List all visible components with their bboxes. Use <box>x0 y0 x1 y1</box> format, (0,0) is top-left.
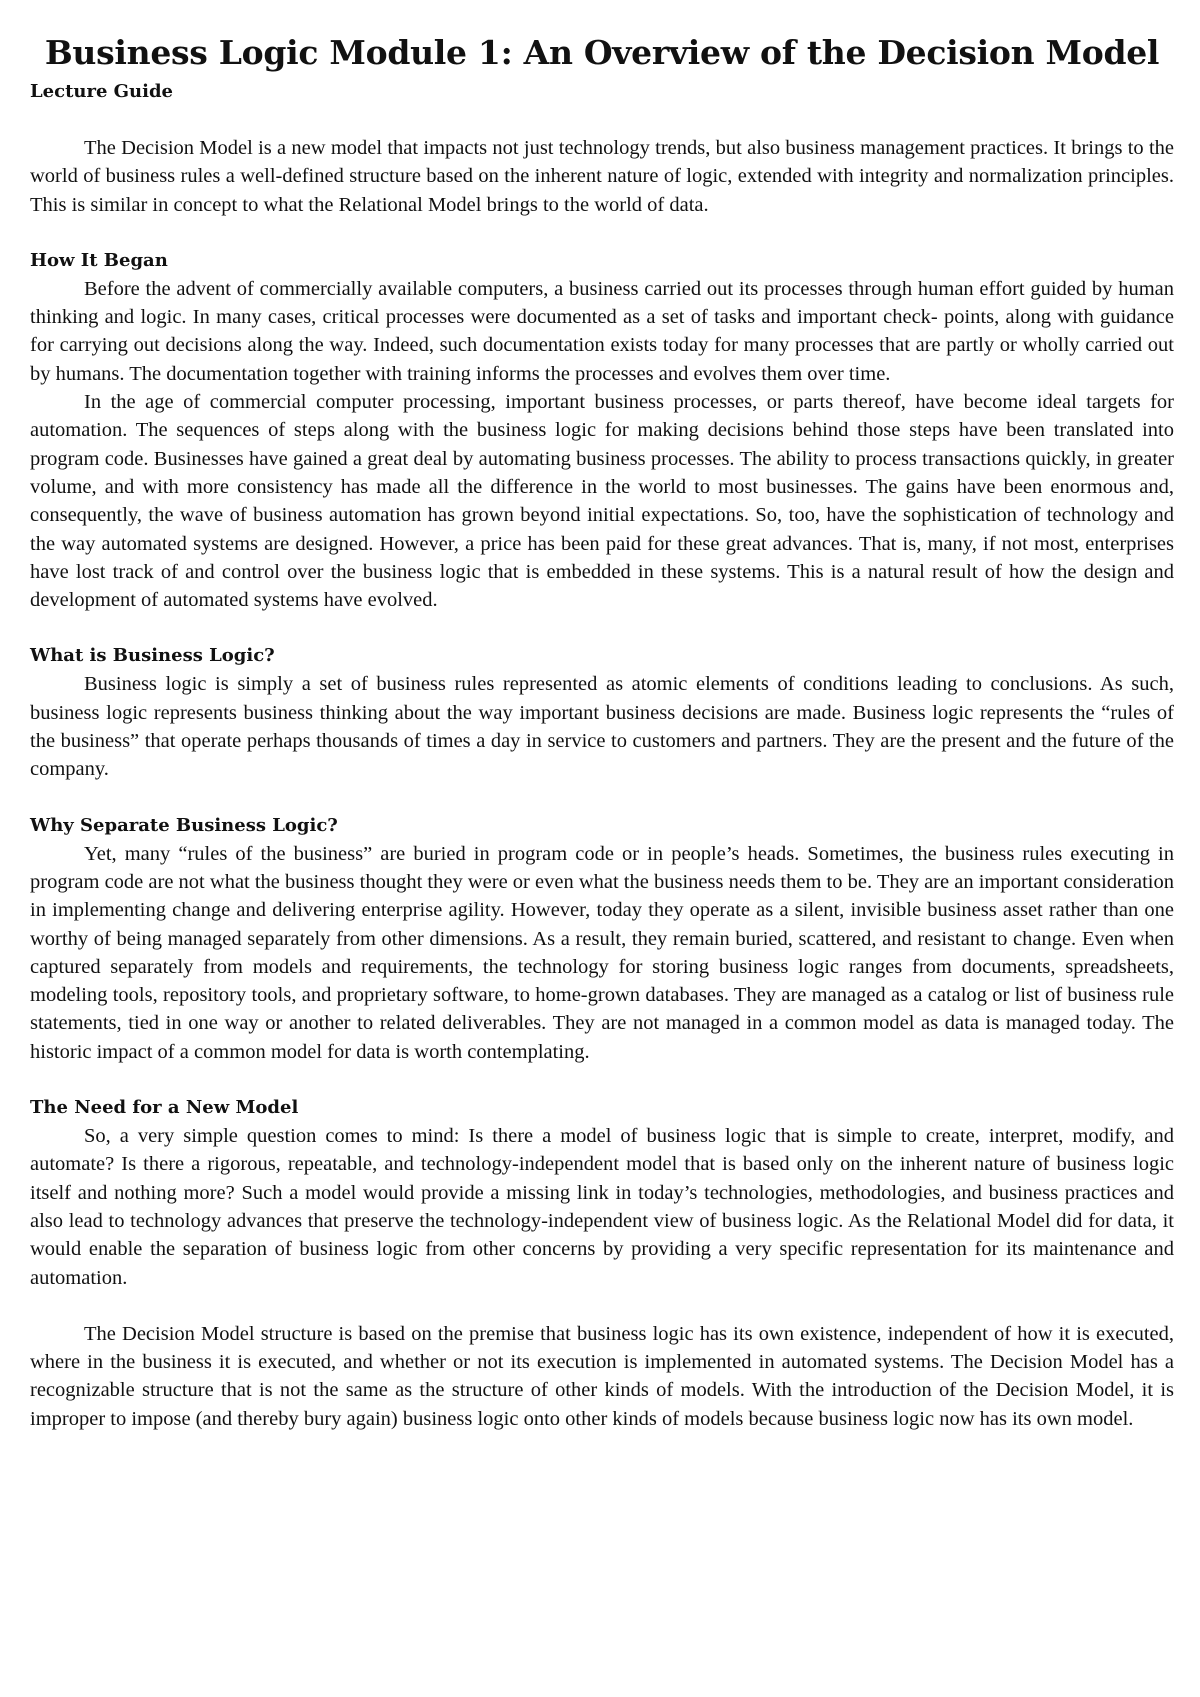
intro-paragraph: The Decision Model is a new model that impacts not just technology trends, but also business management practices. It brings to the world of business rules a well-defined structure based on the inherent nature of logic, extended with integrity and normalization principles. This is similar in concept to what the Relational Model brings to the world of data. <box>30 137 1174 216</box>
section-heading: The Need for a New Model <box>30 1097 299 1119</box>
section-paragraph: Yet, many “rules of the business” are buried in program code or in people’s heads. Sometimes, the business rules executing in program code are not what the business thought they were or even what the business needs them to be. They are an important consideration in implementing change and delivering enterprise agility. However, today they operate as a silent, invisible business asset rather than one worthy of being managed separately from other dimensions. As a result, they remain buried, scattered, and resistant to change. Even when captured separately from models and requirements, the technology for storing business logic ranges from documents, spreadsheets, modeling tools, repository tools, and proprietary software, to home-grown databases. They are managed as a catalog or list of business rule statements, tied in one way or another to related deliverables. They are not managed in a common model as data is managed today. The historic impact of a common model for data is worth contemplating. <box>30 842 1174 1063</box>
section-decision-model-structure <box>30 1320 1174 1433</box>
section-heading: What is Business Logic? <box>30 645 275 667</box>
section-heading: How It Began <box>30 249 168 271</box>
section-why-separate <box>30 812 1174 1066</box>
section-what-is-business-logic <box>30 642 1174 783</box>
section-paragraph: Before the advent of commercially available computers, a business carried out its processes through human effort guided by human thinking and logic. In many cases, critical processes were documented as a set of tasks and important check- points, along with guidance for carrying out decisions along the way. Indeed, such documentation exists today for many processes that are partly or wholly carried out by humans. The documentation together with training informs the processes and evolves them over time. <box>30 277 1174 385</box>
section-how-it-began <box>30 247 1174 615</box>
section-paragraph: So, a very simple question comes to mind: Is there a model of business logic that is simple to create, interpret, modify, and automate? Is there a rigorous, repeatable, and technology-independent model that is based only on the inherent nature of business logic itself and nothing more? Such a model would provide a missing link in today’s technologies, methodologies, and business practices and also lead to technology advances that preserve the technology-independent view of business logic. As the Relational Model did for data, it would enable the separation of business logic from other concerns by providing a very specific representation for its maintenance and automation. <box>30 1125 1174 1289</box>
section-paragraph: In the age of commercial computer processing, important business processes, or parts thereof, have become ideal targets for automation. The sequences of steps along with the business logic for making decisions behind those steps have been translated into program code. Businesses have gained a great deal by automating business processes. The ability to process transactions quickly, in greater volume, and with more consistency has made all the difference in the world to most businesses. The gains have been enormous and, consequently, the wave of business automation has grown beyond initial expectations. So, too, have the sophistication of technology and the way automated systems are designed. However, a price has been paid for these great advances. That is, many, if not most, enterprises have lost track of and control over the business logic that is embedded in these systems. This is a natural result of how the design and development of automated systems have evolved. <box>30 391 1174 612</box>
document-subtitle: Lecture Guide <box>30 81 174 102</box>
document-page <box>30 28 1174 1461</box>
document-title: Business Logic Module 1: An Overview of the Decision Model <box>44 33 1160 72</box>
intro-section <box>30 134 1174 219</box>
section-paragraph: The Decision Model structure is based on the premise that business logic has its own existence, independent of how it is executed, where in the business it is executed, and whether or not its execution is implemented in automated systems. The Decision Model has a recognizable structure that is not the same as the structure of other kinds of models. With the introduction of the Decision Model, it is improper to impose (and thereby bury again) business logic onto other kinds of models because business logic now has its own model. <box>30 1322 1174 1430</box>
section-need-for-new-model <box>30 1094 1174 1292</box>
section-heading: Why Separate Business Logic? <box>30 814 338 836</box>
section-paragraph: Business logic is simply a set of business rules represented as atomic elements of conditions leading to conclusions. As such, business logic represents business thinking about the way important business decisions are made. Business logic represents the “rules of the business” that operate perhaps thousands of times a day in service to customers and partners. They are the present and the future of the company. <box>30 673 1174 781</box>
